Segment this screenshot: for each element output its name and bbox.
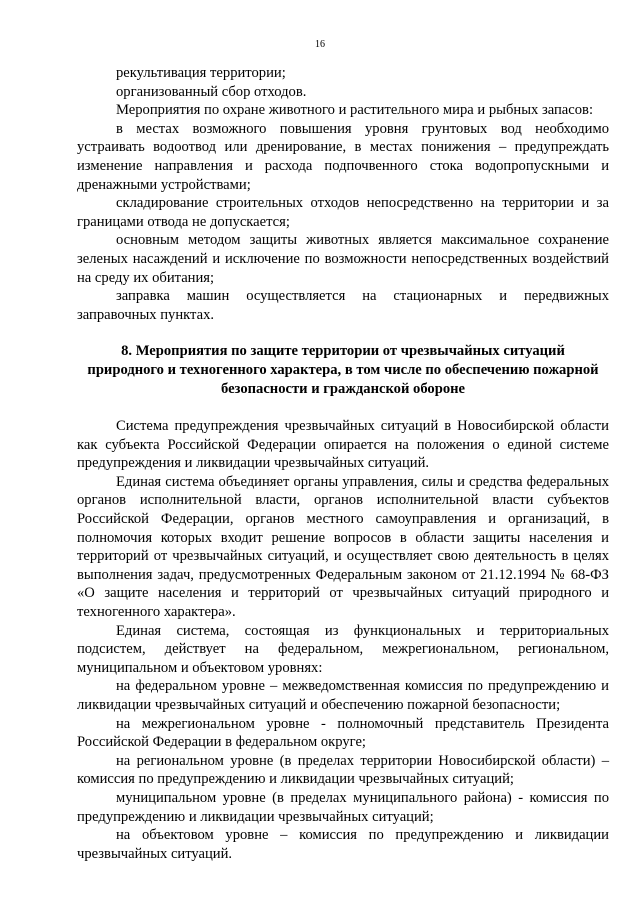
- paragraph: Единая система, состоящая из функциональных и территориальных подсистем, действует на федеральном, межрегиональном, региональном, муниципальном и объектовом уровнях:: [77, 622, 609, 676]
- paragraph: на межрегиональном уровне - полномочный представитель Президента Российской Федерации в федеральном округе;: [77, 715, 609, 751]
- paragraph: Единая система объединяет органы управления, силы и средства федеральных органов исполнительной власти, органов исполнительной власти субъектов Российской Федерации, органов местного самоуправления и организаций, в полномочия которых входит решение вопросов в области защиты населения и территорий от чрезвычайных ситуаций, и осуществляет свою деятельность в целях выполнения задач, предусмотренных Федеральным законом от 21.12.1994 № 68-ФЗ «О защите населения и территорий от чрезвычайных ситуаций природного и техногенного характера».: [77, 473, 609, 621]
- paragraph: заправка машин осуществляется на стационарных и передвижных заправочных пунктах.: [77, 288, 609, 323]
- paragraph: организованный сбор отходов.: [116, 83, 307, 100]
- paragraph: основным методом защиты животных является максимальное сохранение зеленых насаждений и исключение по возможности непосредственных воздействий на среду их обитания;: [77, 232, 609, 286]
- paragraph: муниципальном уровне (в пределах муниципального района) - комиссия по предупреждению и ликвидации чрезвычайных ситуаций;: [77, 789, 609, 825]
- section-heading: 8. Мероприятия по защите территории от чрезвычайных ситуаций природного и техногенного характера, в том числе по обеспечению пожарной безопасности и гражданской обороне: [87, 343, 599, 397]
- paragraph: рекультивация территории;: [116, 65, 286, 81]
- document-body: [77, 64, 609, 863]
- paragraph: Мероприятия по охране животного и растительного мира и рыбных запасов:: [116, 102, 594, 119]
- paragraph: на федеральном уровне – межведомственная комиссия по предупреждению и ликвидации чрезвычайных ситуаций и обеспечению пожарной безопасности;: [77, 678, 609, 713]
- paragraph: на объектовом уровне – комиссия по предупреждению и ликвидации чрезвычайных ситуаций.: [77, 827, 609, 862]
- paragraph: в местах возможного повышения уровня грунтовых вод необходимо устраивать водоотвод или дренирование, в местах понижения – предупреждать изменение направления и расхода подпочвенного стока водопропускными и дренажными устройствами;: [77, 120, 609, 193]
- paragraph: на региональном уровне (в пределах территории Новосибирской области) – комиссия по предупреждению и ликвидации чрезвычайных ситуаций;: [77, 752, 609, 788]
- paragraph: Система предупреждения чрезвычайных ситуаций в Новосибирской области как субъекта Российской Федерации опирается на положения о единой системе предупреждения и ликвидации чрезвычайных ситуаций.: [77, 418, 609, 472]
- page-number: 16: [315, 39, 325, 50]
- paragraph: складирование строительных отходов непосредственно на территории и за границами отвода не допускается;: [77, 195, 609, 230]
